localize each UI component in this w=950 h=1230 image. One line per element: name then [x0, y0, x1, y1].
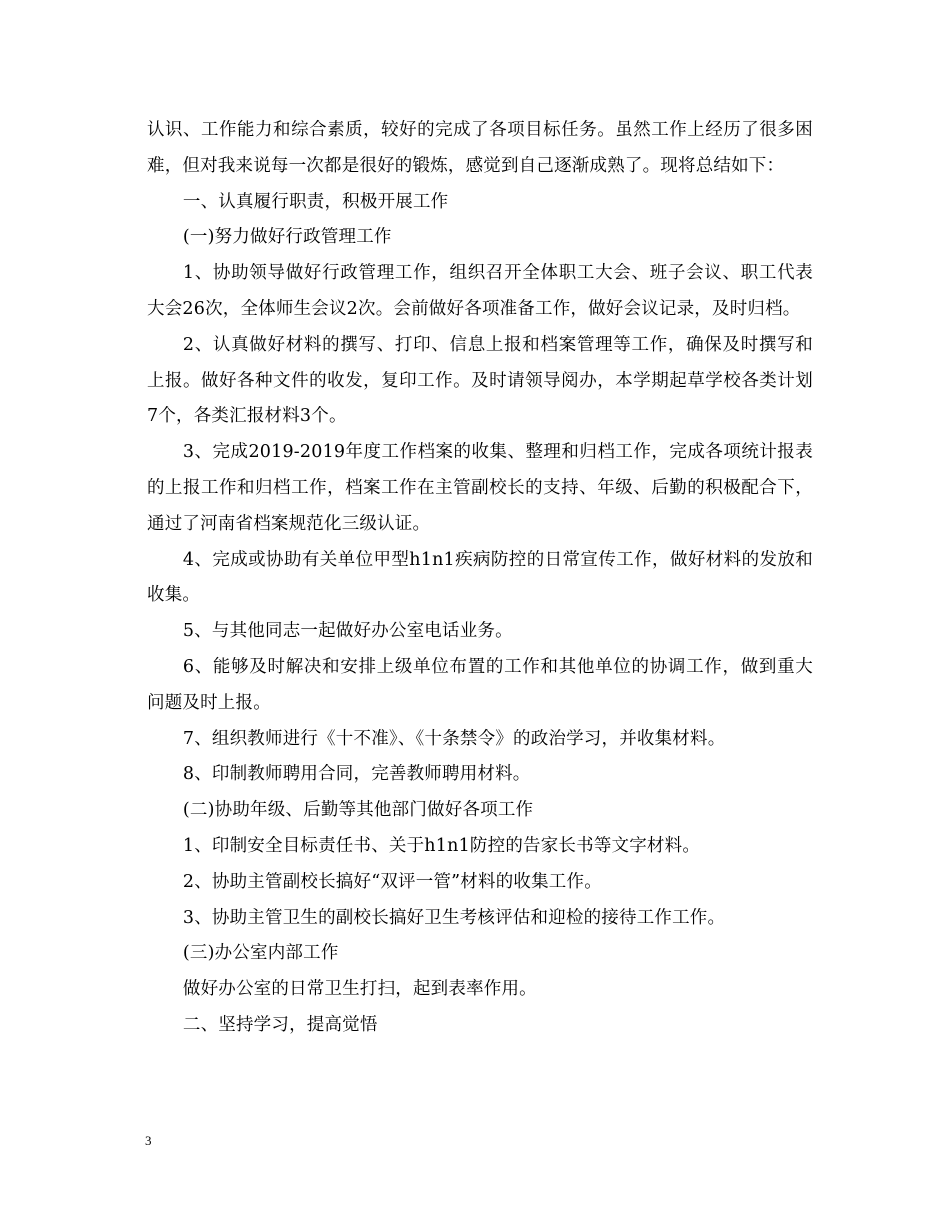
list-item: 1、协助领导做好行政管理工作，组织召开全体职工大会、班子会议、职工代表大会26次，全体师生会议2次。会前做好各项准备工作，做好会议记录，及时归档。 [147, 263, 813, 319]
list-item: 1、印制安全目标责任书、关于h1n1防控的告家长书等文字材料。 [182, 835, 701, 856]
page-number: 3 [145, 1133, 152, 1148]
list-item: 2、协助主管副校长搞好“双评一管”材料的收集工作。 [182, 871, 602, 892]
list-item: 2、认真做好材料的撰写、打印、信息上报和档案管理等工作，确保及时撰写和上报。做好各种文件的收发，复印工作。及时请领导阅办，本学期起草学校各类计划7个，各类汇报材料3个。 [147, 334, 813, 427]
list-item: 4、完成或协助有关单位甲型h1n1疾病防控的日常宣传工作，做好材料的发放和收集。 [147, 549, 813, 606]
list-item: 8、印制教师聘用合同，完善教师聘用材料。 [182, 764, 531, 785]
list-item: 3、完成2019-2019年度工作档案的收集、整理和归档工作，完成各项统计报表的上报工作和归档工作，档案工作在主管副校长的支持、年级、后勤的积极配合下，通过了河南省档案规范化三级认证。 [147, 442, 813, 534]
section-heading-1: 一、认真履行职责，积极开展工作 [182, 191, 449, 212]
section-heading-2: 二、坚持学习，提高觉悟 [182, 1014, 378, 1035]
list-item: 3、协助主管卫生的副校长搞好卫生考核评估和迎检的接待工作工作。 [182, 907, 726, 928]
list-item: 7、组织教师进行《十不准》、《十条禁令》的政治学习，并收集材料。 [182, 728, 726, 749]
document-body [147, 113, 813, 1044]
subsection-heading-3: (三)办公室内部工作 [182, 943, 339, 964]
paragraph: 做好办公室的日常卫生打扫，起到表率作用。 [182, 979, 537, 1000]
list-item: 5、与其他同志一起做好办公室电话业务。 [182, 621, 513, 642]
subsection-heading-2: (二)协助年级、后勤等其他部门做好各项工作 [182, 800, 534, 821]
subsection-heading-1: (一)努力做好行政管理工作 [182, 227, 392, 248]
list-item: 6、能够及时解决和安排上级单位布置的工作和其他单位的协调工作，做到重大问题及时上报。 [147, 656, 813, 713]
paragraph: 认识、工作能力和综合素质，较好的完成了各项目标任务。虽然工作上经历了很多困难，但对我来说每一次都是很好的锻炼，感觉到自己逐渐成熟了。现将总结如下： [147, 120, 813, 176]
